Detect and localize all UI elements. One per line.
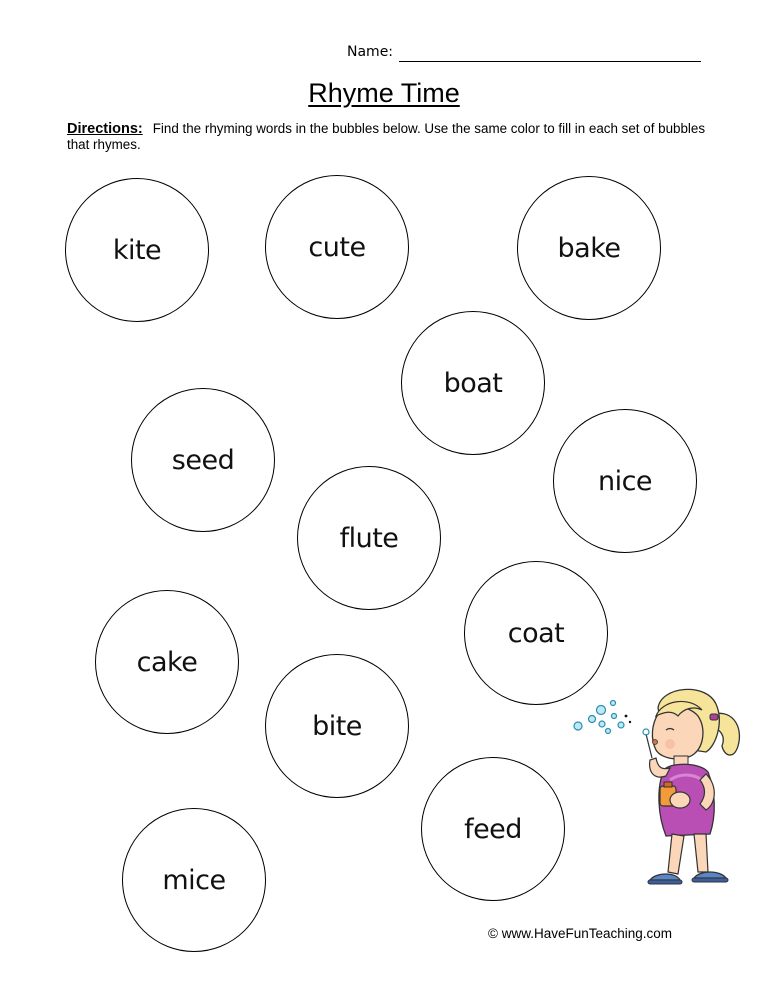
bubble-seed[interactable] <box>131 388 275 532</box>
bubble-cute[interactable] <box>265 175 409 319</box>
bubble-word: cake <box>136 646 198 678</box>
name-label: Name: <box>347 44 394 60</box>
bubble-word: feed <box>464 813 522 845</box>
bubble-flute[interactable] <box>297 466 441 610</box>
directions-label: Directions: <box>67 121 143 137</box>
bubble-word: nice <box>597 465 653 497</box>
bubble-mice[interactable] <box>122 808 266 952</box>
bubble-word: bite <box>312 710 362 742</box>
bubble-cake[interactable] <box>95 590 239 734</box>
bubble-word: boat <box>443 367 503 399</box>
bubble-word: cute <box>308 231 366 263</box>
bubble-nice[interactable] <box>553 409 697 553</box>
bubble-word: kite <box>112 234 162 266</box>
bubble-boat[interactable] <box>401 311 545 455</box>
bubble-word: bake <box>557 232 621 264</box>
directions-text: Find the rhyming words in the bubbles below. Use the same color to fill in each set of bubbles that rhymes. <box>67 121 706 152</box>
bubble-feed[interactable] <box>421 757 565 901</box>
bubble-word: seed <box>171 444 235 476</box>
copyright-footer: © www.HaveFunTeaching.com <box>488 926 673 941</box>
bubble-kite[interactable] <box>65 178 209 322</box>
bubble-word: flute <box>339 522 399 554</box>
bubble-bake[interactable] <box>517 176 661 320</box>
worksheet-title: Rhyme Time <box>308 78 460 108</box>
name-field[interactable] <box>399 61 701 62</box>
bubble-word: mice <box>162 864 226 896</box>
bubble-word: coat <box>507 617 565 649</box>
bubble-bite[interactable] <box>265 654 409 798</box>
girl-blowing-bubbles-icon <box>566 676 746 908</box>
directions <box>67 121 717 153</box>
